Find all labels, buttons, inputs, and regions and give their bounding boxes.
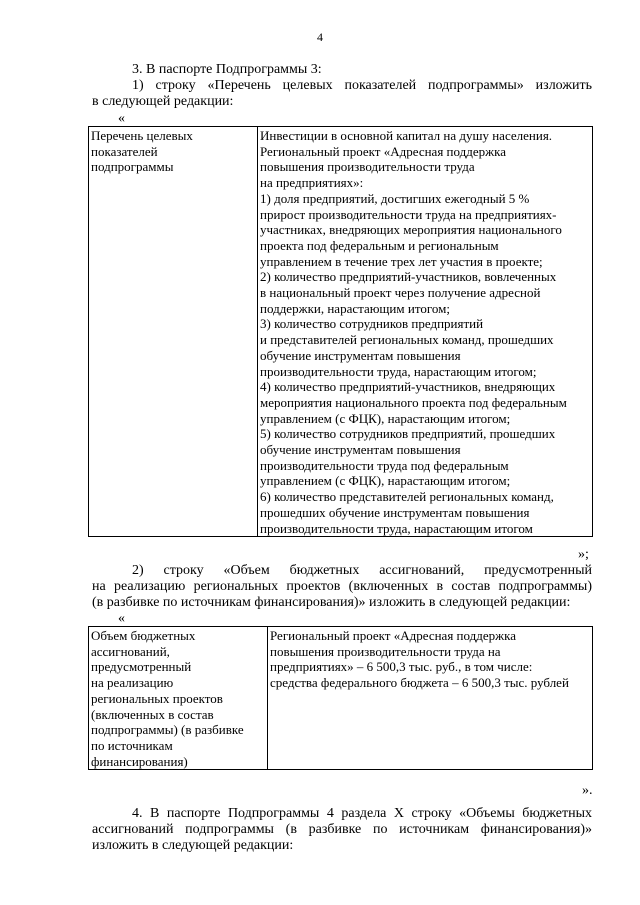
table2-right-cell	[268, 627, 593, 770]
section3-heading: 3. В паспорте Подпрограммы 3:	[132, 62, 322, 77]
table1-right-line: управлением (с ФЦК), нарастающим итогом;	[260, 410, 511, 426]
table1-right-line: 6) количество представителей региональных команд,	[260, 489, 554, 505]
budget-table	[88, 626, 593, 770]
table1-left-line: Перечень целевых	[91, 128, 193, 143]
table1-right-line: производительности труда под федеральным	[260, 457, 509, 473]
table1-right-line: управлением (с ФЦК), нарастающим итогом;	[260, 473, 511, 489]
table1-right-line: прирост производительности труда на предприятиях-	[260, 206, 557, 222]
table1-left-cell	[89, 127, 258, 537]
table2-left-line: по источникам	[91, 737, 173, 753]
table2-left-line: подпрограммы) (в разбивке	[91, 722, 244, 738]
table1-right-line: в национальный проект через получение адресной	[260, 285, 541, 301]
table1-right-line: 2) количество предприятий-участников, вовлеченных	[260, 269, 557, 285]
section4-line3: изложить в следующей редакции:	[92, 838, 294, 853]
table2-open-quote: «	[118, 611, 125, 626]
table2-left-cell	[89, 627, 268, 770]
table1-right-line: 5) количество сотрудников предприятий, прошедших	[260, 426, 556, 442]
table2-right-line: средства федерального бюджета – 6 500,3 тыс. рублей	[270, 675, 569, 691]
section4-line1: 4. В паспорте Подпрограммы 4 раздела X строку «Объемы бюджетных	[132, 806, 592, 821]
section4-line2: ассигнований подпрограммы (в разбивке по источникам финансирования)»	[92, 822, 592, 837]
table1-right-line: мероприятия национального проекта под федеральным	[260, 394, 567, 410]
table1-right-line: 3) количество сотрудников предприятий	[260, 316, 484, 332]
table1-right-line: Инвестиции в основной капитал на душу населения.	[260, 128, 553, 143]
section3-item2-line1: 2) строку «Объем бюджетных ассигнований, предусмотренный	[132, 563, 592, 578]
table1-right-line: и представителей региональных команд, прошедших	[260, 332, 554, 348]
indicators-table	[88, 126, 593, 537]
table2-right-line: повышения производительности труда на	[270, 643, 501, 659]
section3-item2-line2: на реализацию региональных проектов (включенных в состав подпрограммы)	[92, 579, 592, 594]
table1-right-line: 4) количество предприятий-участников, внедряющих	[260, 379, 556, 395]
table2-left-line: финансирования)	[91, 753, 188, 769]
table1-open-quote: «	[118, 111, 125, 126]
table1-right-line: 1) доля предприятий, достигших ежегодный 5 %	[260, 190, 530, 206]
table1-right-line: поддержки, нарастающим итогом;	[260, 300, 450, 316]
table-row	[89, 127, 593, 537]
table1-right-line: участниках, внедряющих мероприятия национального	[260, 222, 562, 238]
section3-item1-line2: в следующей редакции:	[92, 94, 234, 109]
table1-right-line: обучение инструментам повышения	[260, 347, 461, 363]
table2-right-line: предприятиях» – 6 500,3 тыс. руб., в том числе:	[270, 659, 533, 675]
table-row	[89, 627, 593, 770]
table2-right-line: Региональный проект «Адресная поддержка	[270, 628, 517, 643]
section3-item1-line1: 1) строку «Перечень целевых показателей подпрограммы» изложить	[132, 78, 592, 93]
table1-close-quote: »;	[578, 547, 589, 562]
table1-right-line: повышения производительности труда	[260, 159, 475, 175]
table1-right-line: производительности труда, нарастающим итогом	[260, 520, 533, 536]
table2-left-line: ассигнований,	[91, 643, 170, 659]
table1-right-line: на предприятиях»:	[260, 175, 364, 191]
table2-left-line: региональных проектов	[91, 690, 223, 706]
table1-right-cell	[258, 127, 593, 537]
table2-left-line: предусмотренный	[91, 659, 192, 675]
table1-left-line: показателей	[91, 143, 158, 159]
section3-item2-line3: (в разбивке по источникам финансирования)» изложить в следующей редакции:	[92, 595, 571, 610]
table1-right-line: управлением в течение трех лет участия в проекте;	[260, 253, 543, 269]
table2-left-line: Объем бюджетных	[91, 628, 196, 643]
table2-left-line: на реализацию	[91, 675, 174, 691]
table1-left-line: подпрограммы	[91, 159, 174, 175]
table2-left-line: (включенных в состав	[91, 706, 214, 722]
table2-close-quote: ».	[582, 783, 593, 798]
table1-right-line: Региональный проект «Адресная поддержка	[260, 143, 507, 159]
table1-right-line: проекта под федеральным и региональным	[260, 237, 499, 253]
table1-right-line: обучение инструментам повышения	[260, 442, 461, 458]
page-number: 4	[317, 30, 323, 44]
table1-right-line: прошедших обучение инструментам повышения	[260, 504, 530, 520]
table1-right-line: производительности труда, нарастающим итогом;	[260, 363, 537, 379]
